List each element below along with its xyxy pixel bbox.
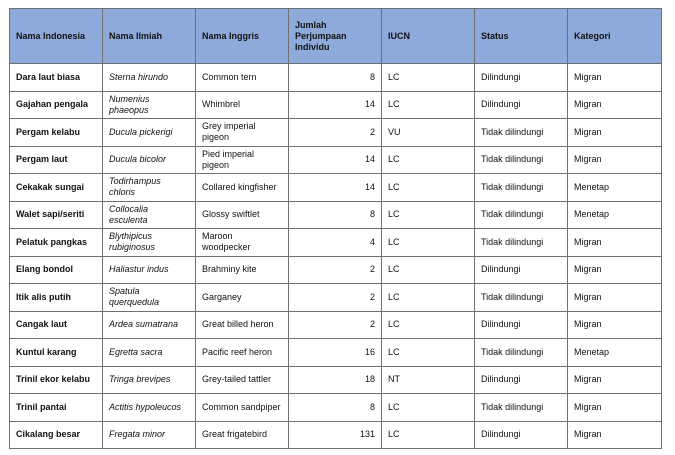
table-row [10,339,662,367]
cell-status: Dilindungi [475,366,568,394]
cell-status: Dilindungi [475,64,568,92]
cell-kategori: Menetap [568,339,662,367]
table-row [10,91,662,119]
header-nama-indonesia: Nama Indonesia [10,9,103,64]
cell-kategori: Migran [568,421,662,449]
cell-jumlah: 14 [289,146,382,174]
cell-status: Tidak dilindungi [475,339,568,367]
table-row [10,421,662,449]
cell-nama-indonesia: Cikalang besar [10,421,103,449]
cell-kategori: Menetap [568,201,662,229]
cell-nama-ilmiah: Fregata minor [103,421,196,449]
cell-kategori: Migran [568,366,662,394]
table-row [10,284,662,312]
cell-iucn: LC [382,146,475,174]
cell-iucn: LC [382,284,475,312]
cell-nama-indonesia: Cekakak sungai [10,174,103,202]
cell-nama-ilmiah: Sterna hirundo [103,64,196,92]
cell-nama-indonesia: Dara laut biasa [10,64,103,92]
cell-status: Tidak dilindungi [475,394,568,422]
cell-iucn: LC [382,229,475,257]
cell-iucn: VU [382,119,475,147]
cell-kategori: Menetap [568,174,662,202]
cell-nama-inggris: Garganey [196,284,289,312]
cell-nama-ilmiah: Collocalia esculenta [103,201,196,229]
cell-nama-inggris: Grey-tailed tattler [196,366,289,394]
cell-nama-indonesia: Kuntul karang [10,339,103,367]
cell-iucn: LC [382,91,475,119]
cell-nama-ilmiah: Todirhampus chloris [103,174,196,202]
cell-nama-inggris: Great billed heron [196,311,289,339]
cell-jumlah: 8 [289,201,382,229]
cell-iucn: LC [382,174,475,202]
cell-iucn: LC [382,311,475,339]
header-iucn: IUCN [382,9,475,64]
table-row [10,311,662,339]
cell-nama-ilmiah: Numenius phaeopus [103,91,196,119]
cell-nama-ilmiah: Ducula pickerigi [103,119,196,147]
header-jumlah-perjumpaan: Jumlah Perjumpaan Individu [289,9,382,64]
cell-nama-inggris: Pacific reef heron [196,339,289,367]
cell-nama-inggris: Great frigatebird [196,421,289,449]
table-row [10,64,662,92]
cell-kategori: Migran [568,119,662,147]
cell-jumlah: 2 [289,119,382,147]
cell-nama-ilmiah: Spatula querquedula [103,284,196,312]
cell-nama-indonesia: Pelatuk pangkas [10,229,103,257]
cell-jumlah: 8 [289,64,382,92]
cell-nama-inggris: Whimbrel [196,91,289,119]
cell-kategori: Migran [568,284,662,312]
table-row [10,174,662,202]
cell-iucn: LC [382,201,475,229]
cell-status: Tidak dilindungi [475,146,568,174]
cell-status: Dilindungi [475,311,568,339]
cell-nama-inggris: Grey imperial pigeon [196,119,289,147]
cell-nama-inggris: Glossy swiftlet [196,201,289,229]
table-row [10,146,662,174]
cell-status: Dilindungi [475,91,568,119]
cell-nama-indonesia: Walet sapi/seriti [10,201,103,229]
cell-jumlah: 2 [289,256,382,284]
table-row [10,394,662,422]
cell-iucn: NT [382,366,475,394]
cell-jumlah: 14 [289,174,382,202]
table-row [10,119,662,147]
cell-nama-indonesia: Pergam kelabu [10,119,103,147]
cell-kategori: Migran [568,229,662,257]
cell-nama-ilmiah: Actitis hypoleucos [103,394,196,422]
cell-nama-ilmiah: Ardea sumatrana [103,311,196,339]
header-status: Status [475,9,568,64]
cell-nama-ilmiah: Tringa brevipes [103,366,196,394]
cell-jumlah: 4 [289,229,382,257]
cell-nama-indonesia: Elang bondol [10,256,103,284]
cell-status: Tidak dilindungi [475,119,568,147]
cell-nama-indonesia: Itik alis putih [10,284,103,312]
table-header-row [10,9,662,64]
header-nama-ilmiah: Nama Ilmiah [103,9,196,64]
cell-iucn: LC [382,256,475,284]
cell-nama-indonesia: Gajahan pengala [10,91,103,119]
bird-species-table-container [9,8,661,449]
cell-jumlah: 18 [289,366,382,394]
cell-kategori: Migran [568,394,662,422]
cell-iucn: LC [382,64,475,92]
cell-kategori: Migran [568,64,662,92]
cell-status: Tidak dilindungi [475,201,568,229]
cell-jumlah: 2 [289,284,382,312]
cell-status: Tidak dilindungi [475,174,568,202]
cell-jumlah: 131 [289,421,382,449]
cell-jumlah: 2 [289,311,382,339]
cell-kategori: Migran [568,256,662,284]
cell-status: Tidak dilindungi [475,229,568,257]
table-row [10,229,662,257]
cell-nama-inggris: Collared kingfisher [196,174,289,202]
cell-kategori: Migran [568,311,662,339]
cell-nama-indonesia: Pergam laut [10,146,103,174]
cell-nama-ilmiah: Haliastur indus [103,256,196,284]
table-row [10,256,662,284]
cell-iucn: LC [382,421,475,449]
cell-nama-inggris: Brahminy kite [196,256,289,284]
cell-nama-ilmiah: Blythipicus rubiginosus [103,229,196,257]
cell-status: Dilindungi [475,256,568,284]
cell-nama-inggris: Common tern [196,64,289,92]
cell-nama-ilmiah: Egretta sacra [103,339,196,367]
cell-status: Dilindungi [475,421,568,449]
cell-nama-indonesia: Trinil ekor kelabu [10,366,103,394]
cell-nama-ilmiah: Ducula bicolor [103,146,196,174]
table-row [10,201,662,229]
cell-iucn: LC [382,394,475,422]
cell-nama-inggris: Maroon woodpecker [196,229,289,257]
cell-nama-inggris: Common sandpiper [196,394,289,422]
cell-kategori: Migran [568,91,662,119]
cell-nama-indonesia: Trinil pantai [10,394,103,422]
cell-status: Tidak dilindungi [475,284,568,312]
cell-jumlah: 8 [289,394,382,422]
cell-nama-inggris: Pied imperial pigeon [196,146,289,174]
table-row [10,366,662,394]
cell-jumlah: 16 [289,339,382,367]
cell-jumlah: 14 [289,91,382,119]
cell-nama-indonesia: Cangak laut [10,311,103,339]
cell-kategori: Migran [568,146,662,174]
header-kategori: Kategori [568,9,662,64]
header-nama-inggris: Nama Inggris [196,9,289,64]
bird-species-table [9,8,662,449]
cell-iucn: LC [382,339,475,367]
